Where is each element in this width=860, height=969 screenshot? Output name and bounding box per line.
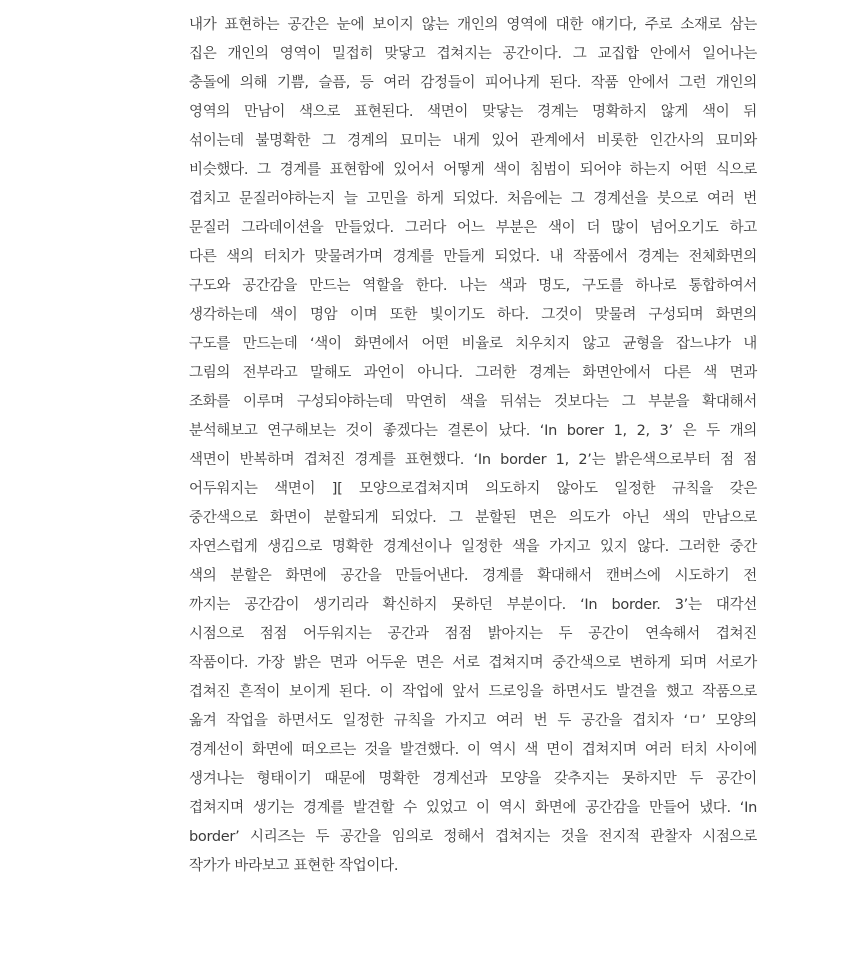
text-line: 그림의 전부라고 말해도 과언이 아니다. 그러한 경계는 화면안에서 다른 색 면과: [189, 365, 757, 381]
text-line: 생겨나는 형태이기 때문에 명확한 경계선과 모양을 갖추지는 못하지만 두 공간이: [189, 771, 757, 787]
text-line: 구도를 만드는데 ‘색이 화면에서 어떤 비율로 치우치지 않고 균형을 잡느냐가 내: [189, 336, 757, 352]
text-line: 문질러 그라데이션을 만들었다. 그러다 어느 부분은 색이 더 많이 넘어오기도 하고: [189, 220, 757, 236]
text-line: 구도와 공간감을 만드는 역할을 한다. 나는 색과 명도, 구도를 하나로 통합하여서: [189, 278, 757, 294]
text-line: 어두워지는 색면이 ][ 모양으로겹쳐지며 의도하지 않아도 일정한 규칙을 갖은: [189, 481, 757, 497]
text-line: 겹치고 문질러야하는지 늘 고민을 하게 되었다. 처음에는 그 경계선을 붓으로 여러 번: [189, 191, 757, 207]
text-line: 경계선이 화면에 떠오르는 것을 발견했다. 이 역시 색 면이 겹쳐지며 여러 터치 사이에: [189, 742, 757, 758]
artist-statement: [189, 11, 757, 881]
text-line: 분석해보고 연구해보는 것이 좋겠다는 결론이 났다. ‘In borer 1, 2, 3’ 은 두 개의: [189, 423, 757, 439]
text-line: 옮겨 작업을 하면서도 일정한 규칙을 가지고 여러 번 두 공간을 겹치자 ‘ㅁ’ 모양의: [189, 713, 757, 729]
text-line: 작품이다. 가장 밝은 면과 어두운 면은 서로 겹쳐지며 중간색으로 변하게 되며 서로가: [189, 655, 757, 671]
text-line: 자연스럽게 생김으로 명확한 경계선이나 일정한 색을 가지고 있지 않다. 그러한 중간: [189, 539, 757, 555]
text-line: 겹쳐진 흔적이 보이게 된다. 이 작업에 앞서 드로잉을 하면서도 발견을 했고 작품으로: [189, 684, 757, 700]
text-line: 겹쳐지며 생기는 경계를 발견할 수 있었고 이 역시 화면에 공간감을 만들어 냈다. ‘In: [189, 800, 757, 816]
text-line: 색의 분할은 화면에 공간을 만들어낸다. 경계를 확대해서 캔버스에 시도하기 전: [189, 568, 757, 584]
text-line: 까지는 공간감이 생기리라 확신하지 못하던 부분이다. ‘In border. 3’는 대각선: [189, 597, 757, 613]
text-line: 조화를 이루며 구성되야하는데 막연히 색을 뒤섞는 것보다는 그 부분을 확대해서: [189, 394, 757, 410]
text-line: 시점으로 점점 어두워지는 공간과 점점 밝아지는 두 공간이 연속해서 겹쳐진: [189, 626, 757, 642]
text-line: 다른 색의 터치가 맞물려가며 경계를 만들게 되었다. 내 작품에서 경계는 전체화면의: [189, 249, 757, 265]
text-line: 영역의 만남이 색으로 표현된다. 색면이 맞닿는 경계는 명확하지 않게 색이 뒤: [189, 104, 757, 120]
text-line: 집은 개인의 영역이 밀접히 맞닿고 겹쳐지는 공간이다. 그 교집합 안에서 일어나는: [189, 46, 757, 62]
text-line: 내가 표현하는 공간은 눈에 보이지 않는 개인의 영역에 대한 얘기다, 주로 소재로 삼는: [189, 17, 757, 33]
text-line: 충돌에 의해 기쁨, 슬픔, 등 여러 감정들이 피어나게 된다. 작품 안에서 그런 개인의: [189, 75, 757, 91]
text-line: 색면이 반복하며 겹쳐진 경계를 표현했다. ‘In border 1, 2’는 밝은색으로부터 점 점: [189, 452, 757, 468]
text-line: 중간색으로 화면이 분할되게 되었다. 그 분할된 면은 의도가 아닌 색의 만남으로: [189, 510, 757, 526]
text-line: border’ 시리즈는 두 공간을 임의로 정해서 겹쳐지는 것을 전지적 관찰자 시점으로: [189, 829, 757, 845]
text-line: 섞이는데 불명확한 그 경계의 묘미는 내게 있어 관계에서 비롯한 인간사의 묘미와: [189, 133, 757, 149]
text-line: 작가가 바라보고 표현한 작업이다.: [189, 858, 399, 874]
text-line: 생각하는데 색이 명암 이며 또한 빛이기도 하다. 그것이 맞물려 구성되며 화면의: [189, 307, 757, 323]
text-line: 비슷했다. 그 경계를 표현함에 있어서 어떻게 색이 침범이 되어야 하는지 어떤 식으로: [189, 162, 757, 178]
